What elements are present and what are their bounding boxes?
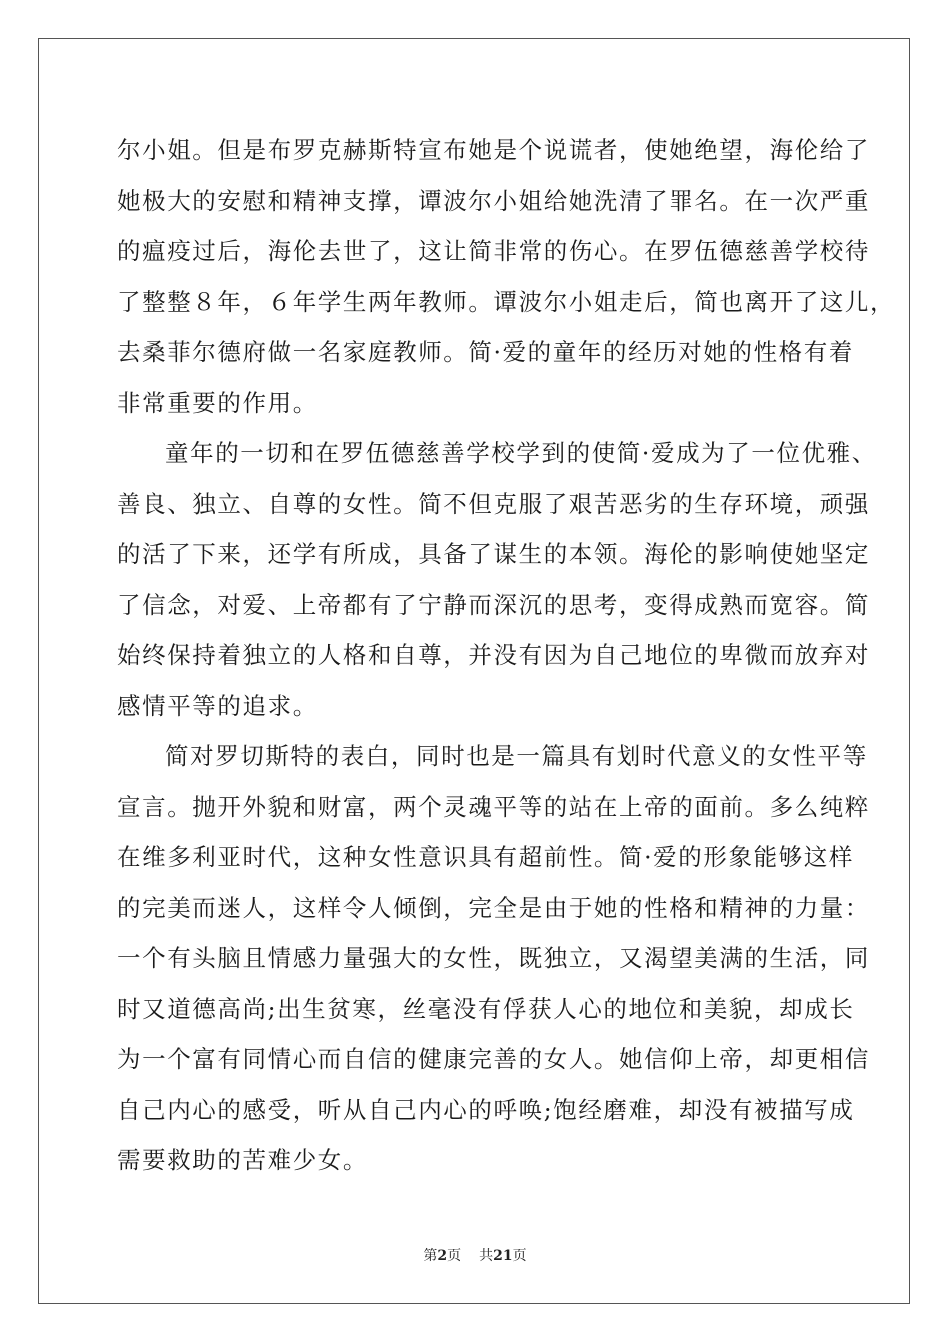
text-line: 在维多利亚时代，这种女性意识具有超前性。简·爱的形象能够这样 [117,843,854,871]
page-prefix: 第 [423,1248,438,1264]
text-line: 了信念，对爱、上帝都有了宁静而深沉的思考，变得成熟而宽容。简 [117,590,870,619]
text-line: 善良、独立、自尊的女性。简不但克服了艰苦恶劣的生存环境，顽强 [117,489,870,518]
text-line: 一个有头脑且情感力量强大的女性，既独立，又渴望美满的生活，同 [117,944,870,972]
text-line: 感情平等的追求。 [117,691,318,720]
text-line: 的活了下来，还学有所成，具备了谋生的本领。海伦的影响使她坚定 [117,540,870,568]
text-line: 去桑菲尔德府做一名家庭教师。简·爱的童年的经历对她的性格有着 [117,338,854,366]
text-line: 非常重要的作用。 [117,388,318,417]
text-line: 了整整８年，６年学生两年教师。谭波尔小姐走后，简也离开了这儿， [117,287,896,316]
text-line: 的瘟疫过后，海伦去世了，这让简非常的伤心。在罗伍德慈善学校待 [117,237,870,265]
text-line: 自己内心的感受，听从自己内心的呼唤;饱经磨难，却没有被描写成 [117,1095,855,1124]
text-line: 尔小姐。但是布罗克赫斯特宣布她是个说谎者，使她绝望，海伦给了 [117,136,870,164]
text-line: 宣言。抛开外貌和财富，两个灵魂平等的站在上帝的面前。多么纯粹 [117,792,870,821]
text-line: 的完美而迷人，这样令人倾倒，完全是由于她的性格和精神的力量： [117,893,870,922]
paragraph-2 [117,428,877,731]
text-line: 时又道德高尚;出生贫寒，丝毫没有俘获人心的地位和美貌，却成长 [117,994,855,1023]
page-footer [0,1245,950,1265]
total-prefix: 共 [479,1248,494,1264]
text-line: 她极大的安慰和精神支撑，谭波尔小姐给她洗清了罪名。在一次严重 [117,186,870,215]
text-line: 为一个富有同情心而自信的健康完善的女人。她信仰上帝，却更相信 [117,1045,870,1073]
page-unit: 页 [447,1248,462,1264]
paragraph-3 [117,731,870,1186]
text-line: 简对罗切斯特的表白，同时也是一篇具有划时代意义的女性平等 [165,742,868,770]
current-page-number: 2 [437,1248,448,1264]
text-line: 童年的一切和在罗伍德慈善学校学到的使简·爱成为了一位优雅、 [165,439,877,467]
text-line: 始终保持着独立的人格和自尊，并没有因为自己地位的卑微而放弃对 [117,641,870,669]
text-line: 需要救助的苦难少女。 [117,1146,368,1174]
paragraph-1 [117,125,896,428]
document-body [117,125,896,1186]
total-page-number: 21 [493,1248,513,1264]
total-unit: 页 [512,1248,527,1264]
